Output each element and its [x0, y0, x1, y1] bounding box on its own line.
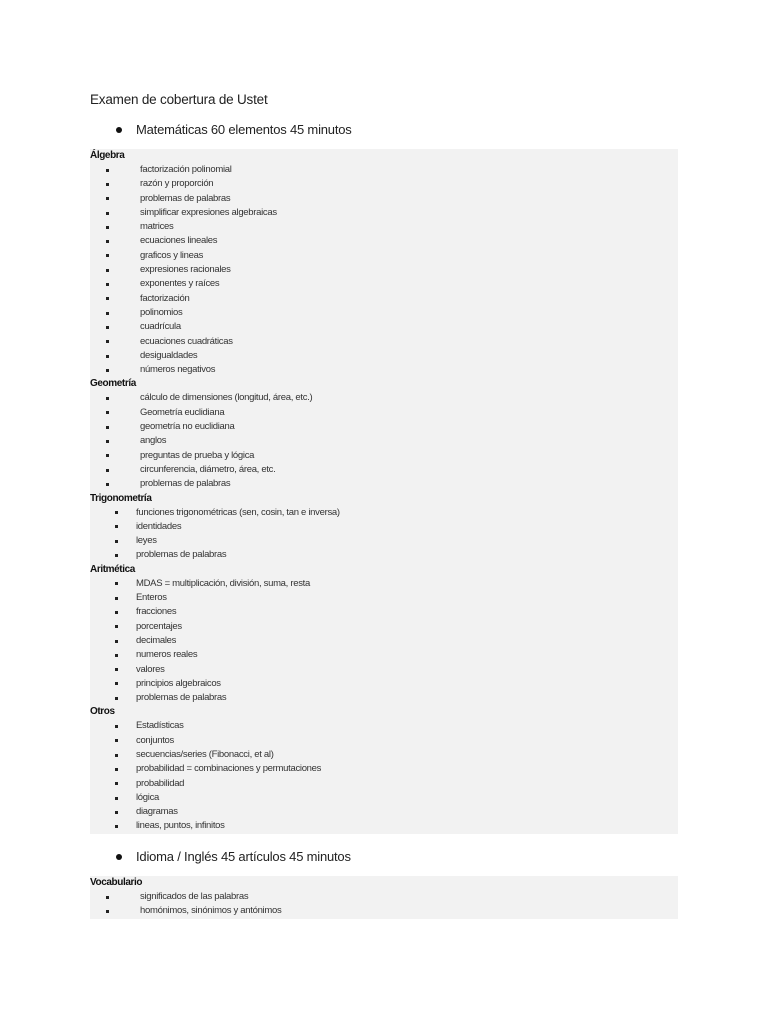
list-item: Geometría euclidiana [90, 406, 678, 420]
list-item: ecuaciones cuadráticas [90, 335, 678, 349]
vocabulario-list [90, 890, 678, 919]
square-bullet-icon [106, 240, 109, 243]
list-item: Estadísticas [90, 719, 678, 733]
square-bullet-icon [106, 896, 109, 899]
square-bullet-icon [106, 469, 109, 472]
square-bullet-icon [106, 426, 109, 429]
geometria-list [90, 391, 678, 491]
list-item: numeros reales [90, 648, 678, 662]
list-item: geometría no euclidiana [90, 420, 678, 434]
list-item: lineas, puntos, infinitos [90, 819, 678, 833]
square-bullet-icon [106, 355, 109, 358]
square-bullet-icon [115, 797, 118, 800]
square-bullet-icon [106, 454, 109, 457]
list-item: Enteros [90, 591, 678, 605]
category-trigonometria: Trigonometría [90, 492, 152, 504]
list-item: factorización [90, 292, 678, 306]
list-item: problemas de palabras [90, 192, 678, 206]
square-bullet-icon [106, 283, 109, 286]
list-item: simplificar expresiones algebraicas [90, 206, 678, 220]
square-bullet-icon [115, 725, 118, 728]
square-bullet-icon [115, 582, 118, 585]
list-item: factorización polinomial [90, 163, 678, 177]
list-item: circunferencia, diámetro, área, etc. [90, 463, 678, 477]
square-bullet-icon [115, 739, 118, 742]
aritmetica-list [90, 577, 678, 706]
list-item: razón y proporción [90, 177, 678, 191]
list-item: problemas de palabras [90, 477, 678, 491]
square-bullet-icon [106, 369, 109, 372]
list-item: probabilidad [90, 777, 678, 791]
section-heading-math [116, 122, 352, 137]
list-item: identidades [90, 520, 678, 534]
list-item: polinomios [90, 306, 678, 320]
list-item: diagramas [90, 805, 678, 819]
trigonometria-list [90, 506, 678, 563]
square-bullet-icon [115, 654, 118, 657]
square-bullet-icon [115, 597, 118, 600]
square-bullet-icon [115, 525, 118, 528]
list-item: ecuaciones lineales [90, 234, 678, 248]
list-item: anglos [90, 434, 678, 448]
square-bullet-icon [106, 212, 109, 215]
algebra-list [90, 163, 678, 377]
bullet-icon [116, 854, 122, 860]
list-item: leyes [90, 534, 678, 548]
category-vocabulario: Vocabulario [90, 877, 143, 888]
list-item: funciones trigonométricas (sen, cosin, tan e inversa) [90, 506, 678, 520]
bullet-icon [116, 127, 122, 133]
list-item: cálculo de dimensiones (longitud, área, etc.) [90, 391, 678, 405]
list-item: conjuntos [90, 734, 678, 748]
list-item: exponentes y raíces [90, 277, 678, 291]
square-bullet-icon [115, 697, 118, 700]
list-item: homónimos, sinónimos y antónimos [90, 904, 678, 918]
list-item: expresiones racionales [90, 263, 678, 277]
list-item: preguntas de prueba y lógica [90, 449, 678, 463]
list-item: problemas de palabras [90, 691, 678, 705]
section-heading-language [116, 849, 351, 864]
square-bullet-icon [106, 326, 109, 329]
list-item: fracciones [90, 605, 678, 619]
square-bullet-icon [115, 754, 118, 757]
list-item: significados de las palabras [90, 890, 678, 904]
square-bullet-icon [115, 668, 118, 671]
square-bullet-icon [106, 197, 109, 200]
square-bullet-icon [106, 312, 109, 315]
category-algebra: Álgebra [90, 150, 125, 161]
list-item: números negativos [90, 363, 678, 377]
category-geometria: Geometría [90, 378, 136, 390]
square-bullet-icon [115, 825, 118, 828]
otros-list [90, 719, 678, 833]
language-topics-box [90, 876, 678, 919]
square-bullet-icon [106, 440, 109, 443]
square-bullet-icon [115, 811, 118, 814]
square-bullet-icon [106, 910, 109, 913]
square-bullet-icon [115, 511, 118, 514]
list-item: probabilidad = combinaciones y permutaciones [90, 762, 678, 776]
square-bullet-icon [115, 768, 118, 771]
list-item: principios algebraicos [90, 677, 678, 691]
section-heading-text: Idioma / Inglés 45 artículos 45 minutos [136, 849, 351, 864]
square-bullet-icon [106, 269, 109, 272]
square-bullet-icon [106, 340, 109, 343]
square-bullet-icon [115, 640, 118, 643]
list-item: desigualdades [90, 349, 678, 363]
square-bullet-icon [106, 483, 109, 486]
list-item: valores [90, 663, 678, 677]
square-bullet-icon [115, 782, 118, 785]
list-item: decimales [90, 634, 678, 648]
square-bullet-icon [115, 540, 118, 543]
math-topics-box [90, 149, 678, 834]
category-aritmetica: Aritmética [90, 563, 135, 575]
list-item: graficos y lineas [90, 249, 678, 263]
section-heading-text: Matemáticas 60 elementos 45 minutos [136, 122, 352, 137]
square-bullet-icon [106, 226, 109, 229]
list-item: problemas de palabras [90, 548, 678, 562]
list-item: MDAS = multiplicación, división, suma, resta [90, 577, 678, 591]
square-bullet-icon [106, 254, 109, 257]
square-bullet-icon [106, 297, 109, 300]
square-bullet-icon [106, 411, 109, 414]
list-item: secuencias/series (Fibonacci, et al) [90, 748, 678, 762]
list-item: matrices [90, 220, 678, 234]
square-bullet-icon [106, 169, 109, 172]
square-bullet-icon [106, 397, 109, 400]
list-item: porcentajes [90, 620, 678, 634]
category-otros: Otros [90, 706, 115, 718]
list-item: lógica [90, 791, 678, 805]
list-item: cuadrícula [90, 320, 678, 334]
square-bullet-icon [115, 611, 118, 614]
document-title: Examen de cobertura de Ustet [90, 92, 268, 107]
square-bullet-icon [115, 625, 118, 628]
square-bullet-icon [115, 682, 118, 685]
square-bullet-icon [106, 183, 109, 186]
square-bullet-icon [115, 554, 118, 557]
